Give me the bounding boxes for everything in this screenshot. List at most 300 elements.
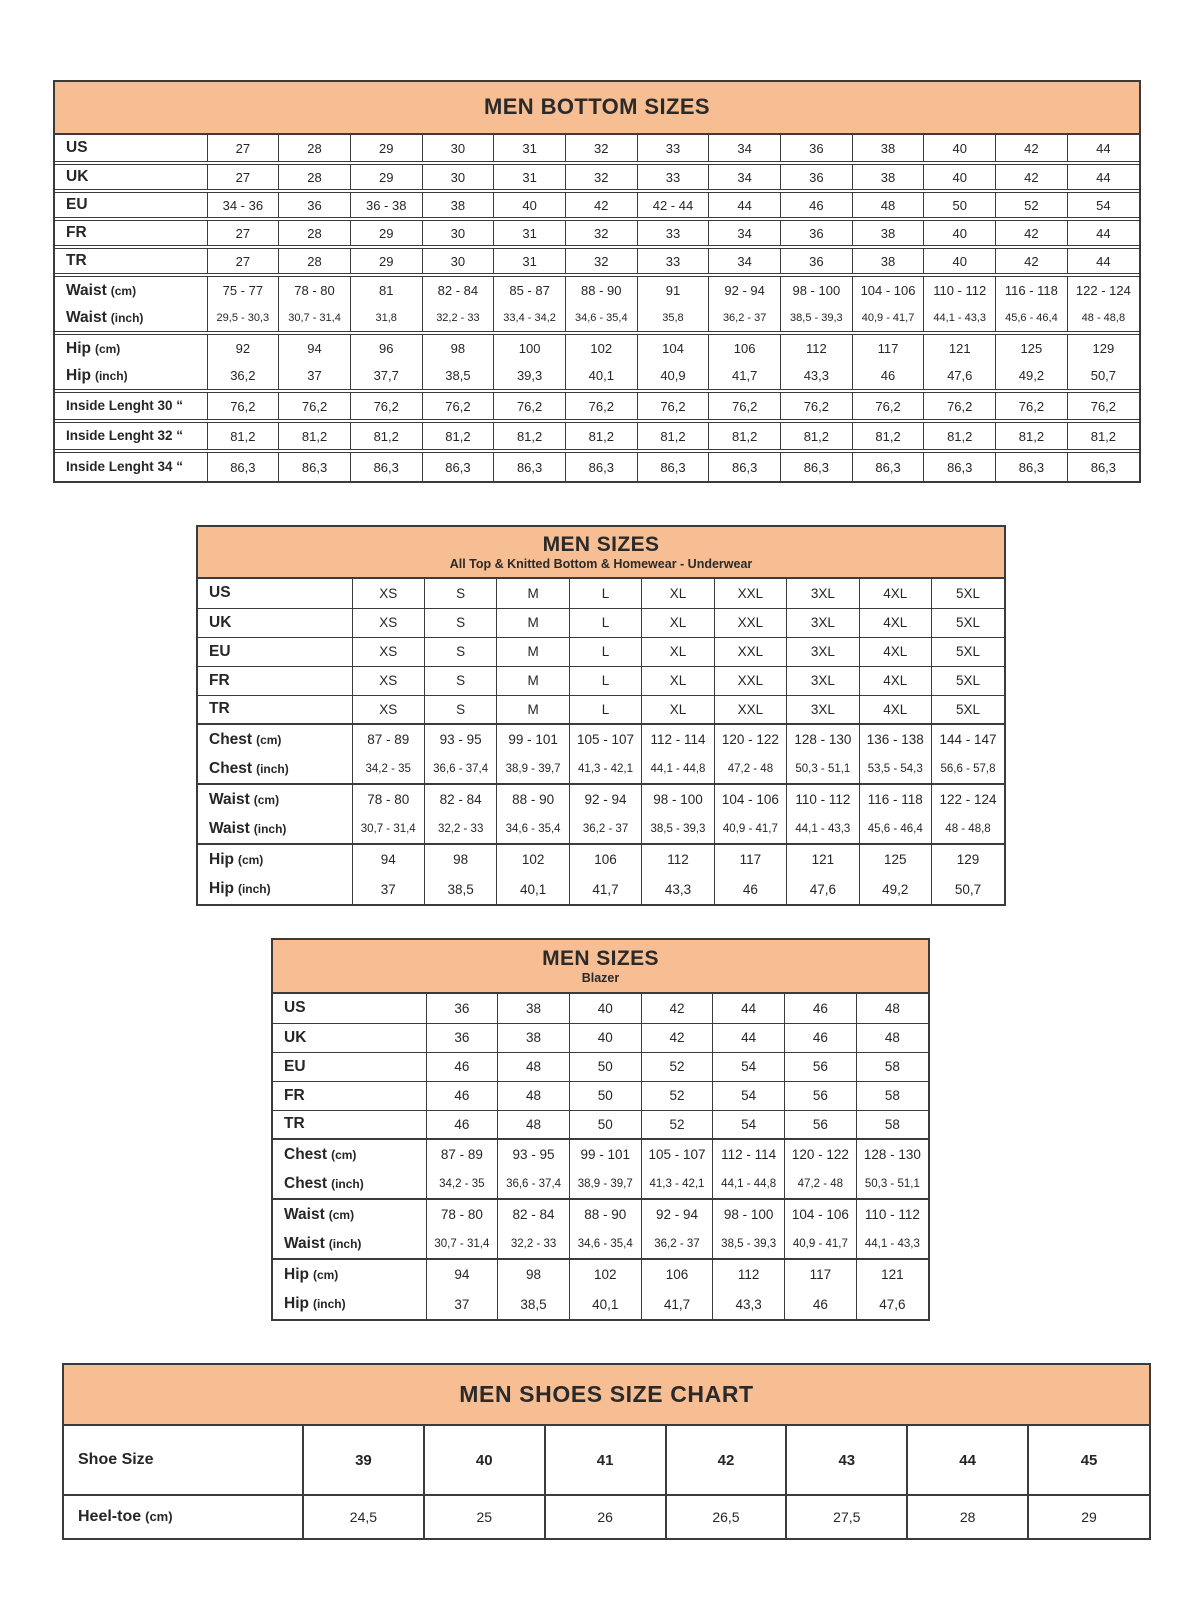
table-row [198,695,1004,724]
value-cell: 34 [709,219,781,247]
value-cell: 42 - 44 [637,191,709,219]
value-cell: 86,3 [852,451,924,481]
table-row [55,135,1139,163]
value-cell: 76,2 [350,391,422,421]
value-cell: 48 [498,1052,570,1081]
table-row [273,1110,928,1139]
value-cell: 87 - 89 [352,724,424,754]
table-row [273,1259,928,1289]
value-cell: 102 [497,844,569,874]
value-cell: 34 - 36 [207,191,279,219]
value-cell: 93 - 95 [424,724,496,754]
value-cell: 47,6 [924,362,996,391]
value-cell: 33,4 - 34,2 [494,304,566,333]
row-label [198,844,352,874]
value-cell: 81,2 [207,421,279,451]
table-subtitle: Blazer [581,971,620,986]
value-cell: 86,3 [279,451,351,481]
value-cell: 86,3 [637,451,709,481]
men-sizes-blazer-grid [273,994,928,1319]
value-cell: S [424,637,496,666]
value-cell: 50,7 [932,874,1005,904]
value-cell: 46 [426,1081,498,1110]
value-cell: 117 [785,1259,857,1289]
value-cell: 34 [709,247,781,275]
value-cell: 116 - 118 [996,275,1068,304]
row-label-unit: (cm) [312,1267,339,1282]
value-cell: 82 - 84 [422,275,494,304]
value-cell: 30,7 - 31,4 [279,304,351,333]
value-cell: 98 - 100 [781,275,853,304]
value-cell: 36 - 38 [350,191,422,219]
value-cell: 44 [713,1023,785,1052]
value-cell: 76,2 [637,391,709,421]
table-row [64,1495,1149,1538]
value-cell: 3XL [787,666,859,695]
value-cell: 36,2 - 37 [641,1229,713,1259]
value-cell: 3XL [787,608,859,637]
row-label [273,1229,426,1259]
value-cell: 81 [350,275,422,304]
value-cell: 47,2 - 48 [714,754,786,784]
value-cell: 43,3 [781,362,853,391]
value-cell: 44 [713,994,785,1023]
value-cell: 50,3 - 51,1 [856,1169,928,1199]
value-cell: XL [642,608,714,637]
value-cell: 49,2 [996,362,1068,391]
row-label-text: Inside Lenght 32 “ [66,428,184,443]
value-cell: 42 [996,135,1068,163]
row-label-text: EU [209,642,231,660]
value-cell: 40 [924,135,996,163]
value-cell: 30 [422,219,494,247]
row-label-text: Inside Lenght 34 “ [66,459,184,474]
value-cell: 81,2 [852,421,924,451]
row-label-text: Waist [284,1205,325,1223]
row-label-text: UK [209,613,232,631]
value-cell: 102 [565,333,637,362]
value-cell: 25 [424,1495,545,1538]
value-cell: 30,7 - 31,4 [426,1229,498,1259]
value-cell: 35,8 [637,304,709,333]
value-cell: 121 [856,1259,928,1289]
value-cell: 48 - 48,8 [932,814,1005,844]
value-cell: 38 [498,994,570,1023]
row-label-unit: (cm) [253,792,280,807]
value-cell: 52 [641,1081,713,1110]
row-label [55,191,207,219]
value-cell: 41,3 - 42,1 [641,1169,713,1199]
value-cell: 81,2 [781,421,853,451]
value-cell: 76,2 [781,391,853,421]
value-cell: 38,5 [498,1289,570,1319]
value-cell: 3XL [787,695,859,724]
value-cell: 29 [350,247,422,275]
value-cell: 122 - 124 [932,784,1005,814]
value-cell: 98 [424,844,496,874]
value-cell: 5XL [932,666,1005,695]
value-cell: 27 [207,163,279,191]
row-label [55,421,207,451]
value-cell: 40,9 - 41,7 [785,1229,857,1259]
value-cell: 32 [565,135,637,163]
value-cell: 44 [1067,163,1139,191]
value-cell: 37,7 [350,362,422,391]
table-row [273,1289,928,1319]
value-cell: XXL [714,695,786,724]
value-cell: 46 [426,1052,498,1081]
row-label [273,1259,426,1289]
value-cell: 36,2 [207,362,279,391]
value-cell: 112 [781,333,853,362]
value-cell: 38 [852,135,924,163]
value-cell: M [497,666,569,695]
value-cell: 4XL [859,608,931,637]
value-cell: 120 - 122 [785,1139,857,1169]
row-label-unit: (cm) [256,732,282,747]
value-cell: 48 [856,1023,928,1052]
value-cell: 36,6 - 37,4 [424,754,496,784]
men-shoes-size-table [62,1363,1151,1540]
value-cell: 98 [422,333,494,362]
table-subtitle: All Top & Knitted Bottom & Homewear - Underwear [449,557,753,572]
row-label-text: US [284,999,306,1017]
value-cell: 3XL [787,579,859,608]
value-cell: 50,7 [1067,362,1139,391]
value-cell: 58 [856,1110,928,1139]
value-cell: 144 - 147 [932,724,1005,754]
men-sizes-top-header-band [198,527,1004,579]
value-cell: 125 [859,844,931,874]
value-cell: 42 [996,219,1068,247]
row-label-text: US [209,584,231,602]
value-cell: 104 - 106 [714,784,786,814]
value-cell: 31 [494,163,566,191]
row-label [198,784,352,814]
value-cell: 34,2 - 35 [352,754,424,784]
value-cell: 28 [279,219,351,247]
value-cell: 110 - 112 [856,1199,928,1229]
value-cell: 110 - 112 [924,275,996,304]
value-cell: 106 [569,844,641,874]
value-cell: 36 [781,135,853,163]
value-cell: M [497,695,569,724]
value-cell: 39 [303,1426,424,1495]
table-row [55,247,1139,275]
row-label [198,579,352,608]
row-label-unit: (inch) [328,1236,362,1251]
value-cell: 81,2 [1067,421,1139,451]
value-cell: 43 [786,1426,907,1495]
row-label [55,247,207,275]
value-cell: 45 [1028,1426,1149,1495]
table-row [55,275,1139,304]
value-cell: 58 [856,1052,928,1081]
table-row [273,1169,928,1199]
row-label [55,304,207,333]
value-cell: 46 [852,362,924,391]
value-cell: 48 [856,994,928,1023]
value-cell: 48 [852,191,924,219]
value-cell: XS [352,608,424,637]
row-label [55,333,207,362]
value-cell: 52 [996,191,1068,219]
value-cell: 76,2 [996,391,1068,421]
value-cell: 40 [424,1426,545,1495]
value-cell: S [424,666,496,695]
value-cell: 34 [709,163,781,191]
value-cell: XS [352,579,424,608]
value-cell: 44,1 - 43,3 [787,814,859,844]
value-cell: 46 [714,874,786,904]
row-label-text: Chest [209,759,253,777]
value-cell: XXL [714,637,786,666]
value-cell: 76,2 [924,391,996,421]
value-cell: L [569,695,641,724]
value-cell: 36 [426,1023,498,1052]
row-label-text: Chest [284,1145,328,1163]
value-cell: XXL [714,608,786,637]
value-cell: 99 - 101 [569,1139,641,1169]
value-cell: XL [642,666,714,695]
row-label-unit: (inch) [94,368,128,383]
row-label [273,1110,426,1139]
value-cell: 40 [569,1023,641,1052]
value-cell: 36 [279,191,351,219]
table-row [273,1199,928,1229]
value-cell: 32 [565,247,637,275]
row-label-text: Waist [209,819,250,837]
value-cell: 42 [996,247,1068,275]
value-cell: 44 [1067,219,1139,247]
value-cell: 32,2 - 33 [422,304,494,333]
value-cell: 30 [422,163,494,191]
value-cell: 47,2 - 48 [785,1169,857,1199]
value-cell: 120 - 122 [714,724,786,754]
value-cell: 40,1 [565,362,637,391]
value-cell: 50,3 - 51,1 [787,754,859,784]
value-cell: 46 [785,1289,857,1319]
value-cell: 38,5 - 39,3 [781,304,853,333]
table-title: MEN BOTTOM SIZES [483,94,710,120]
value-cell: 26,5 [666,1495,787,1538]
table-row [198,784,1004,814]
row-label [198,724,352,754]
row-label-text: Chest [284,1174,328,1192]
value-cell: 31 [494,219,566,247]
value-cell: 50 [569,1081,641,1110]
table-row [55,362,1139,391]
value-cell: 45,6 - 46,4 [996,304,1068,333]
value-cell: 32 [565,219,637,247]
row-label [198,637,352,666]
value-cell: 44,1 - 44,8 [642,754,714,784]
value-cell: XL [642,579,714,608]
value-cell: 53,5 - 54,3 [859,754,931,784]
value-cell: S [424,579,496,608]
value-cell: 41,3 - 42,1 [569,754,641,784]
value-cell: 41,7 [641,1289,713,1319]
value-cell: 28 [907,1495,1028,1538]
value-cell: XXL [714,666,786,695]
value-cell: 105 - 107 [641,1139,713,1169]
value-cell: 128 - 130 [787,724,859,754]
value-cell: 34,2 - 35 [426,1169,498,1199]
value-cell: 41,7 [569,874,641,904]
men-bottom-sizes-header-band [55,82,1139,135]
value-cell: 52 [641,1110,713,1139]
row-label-text: FR [66,224,87,241]
value-cell: 78 - 80 [426,1199,498,1229]
value-cell: 50 [569,1110,641,1139]
value-cell: 117 [714,844,786,874]
value-cell: 91 [637,275,709,304]
value-cell: 98 - 100 [713,1199,785,1229]
row-label [198,695,352,724]
row-label-text: Hip [66,366,91,384]
value-cell: 92 [207,333,279,362]
row-label-text: US [66,139,88,156]
value-cell: 54 [1067,191,1139,219]
value-cell: 37 [279,362,351,391]
value-cell: 56 [785,1052,857,1081]
value-cell: 81,2 [422,421,494,451]
value-cell: L [569,579,641,608]
value-cell: L [569,608,641,637]
value-cell: XXL [714,579,786,608]
value-cell: 5XL [932,637,1005,666]
value-cell: 44 [1067,247,1139,275]
row-label [55,219,207,247]
table-title: MEN SHOES SIZE CHART [459,1380,754,1407]
row-label-text: Shoe Size [78,1451,154,1468]
value-cell: 81,2 [494,421,566,451]
row-label-unit: (inch) [110,310,144,325]
row-label-unit: (inch) [253,821,287,836]
row-label-text: UK [284,1028,307,1046]
table-row [55,421,1139,451]
value-cell: M [497,608,569,637]
value-cell: 44 [1067,135,1139,163]
value-cell: 87 - 89 [426,1139,498,1169]
value-cell: 40 [924,163,996,191]
table-row [198,637,1004,666]
value-cell: 42 [996,163,1068,191]
value-cell: 29 [350,219,422,247]
value-cell: 40,1 [569,1289,641,1319]
value-cell: 29 [350,163,422,191]
value-cell: 81,2 [565,421,637,451]
row-label [273,1289,426,1319]
value-cell: XS [352,695,424,724]
value-cell: 78 - 80 [352,784,424,814]
value-cell: 82 - 84 [424,784,496,814]
value-cell: 44,1 - 44,8 [713,1169,785,1199]
value-cell: 81,2 [637,421,709,451]
value-cell: 49,2 [859,874,931,904]
value-cell: 38 [852,163,924,191]
row-label-unit: (cm) [145,1509,173,1524]
value-cell: 33 [637,247,709,275]
value-cell: 4XL [859,695,931,724]
value-cell: 94 [279,333,351,362]
value-cell: 136 - 138 [859,724,931,754]
table-row [55,391,1139,421]
table-row [55,451,1139,481]
row-label-unit: (inch) [256,761,289,776]
value-cell: 34,6 - 35,4 [569,1229,641,1259]
value-cell: 104 - 106 [785,1199,857,1229]
value-cell: 27 [207,247,279,275]
value-cell: 46 [781,191,853,219]
row-label [64,1495,303,1538]
value-cell: 36,2 - 37 [709,304,781,333]
row-label [55,163,207,191]
value-cell: S [424,608,496,637]
value-cell: 56 [785,1110,857,1139]
value-cell: 39,3 [494,362,566,391]
value-cell: XL [642,695,714,724]
value-cell: 86,3 [1067,451,1139,481]
value-cell: 41,7 [709,362,781,391]
row-label [198,814,352,844]
value-cell: 38,5 - 39,3 [642,814,714,844]
value-cell: L [569,637,641,666]
value-cell: 36 [781,219,853,247]
row-label-unit: (inch) [237,882,271,896]
row-label-text: FR [284,1086,305,1104]
value-cell: 76,2 [1067,391,1139,421]
men-sizes-blazer-header-band [273,940,928,994]
table-row [273,1052,928,1081]
row-label [55,451,207,481]
value-cell: 30,7 - 31,4 [352,814,424,844]
value-cell: 47,6 [856,1289,928,1319]
men-shoes-size-chart-header-band [64,1365,1149,1426]
value-cell: 38 [852,219,924,247]
value-cell: 86,3 [709,451,781,481]
value-cell: L [569,666,641,695]
value-cell: XS [352,637,424,666]
value-cell: 76,2 [422,391,494,421]
value-cell: 27 [207,135,279,163]
value-cell: 34,6 - 35,4 [565,304,637,333]
row-label-text: Hip [284,1295,309,1312]
row-label-text: Waist [209,790,250,808]
value-cell: 4XL [859,637,931,666]
value-cell: 40,9 - 41,7 [852,304,924,333]
value-cell: 98 [498,1259,570,1289]
value-cell: 125 [996,333,1068,362]
value-cell: 76,2 [494,391,566,421]
row-label [55,135,207,163]
row-label [273,994,426,1023]
value-cell: 37 [426,1289,498,1319]
value-cell: 46 [426,1110,498,1139]
value-cell: 33 [637,135,709,163]
value-cell: 93 - 95 [498,1139,570,1169]
value-cell: 4XL [859,579,931,608]
value-cell: 92 - 94 [641,1199,713,1229]
value-cell: 112 [713,1259,785,1289]
value-cell: 31 [494,135,566,163]
value-cell: 76,2 [709,391,781,421]
value-cell: 88 - 90 [565,275,637,304]
table-row [273,994,928,1023]
value-cell: 76,2 [207,391,279,421]
value-cell: 86,3 [494,451,566,481]
row-label-unit: (cm) [331,1147,357,1162]
